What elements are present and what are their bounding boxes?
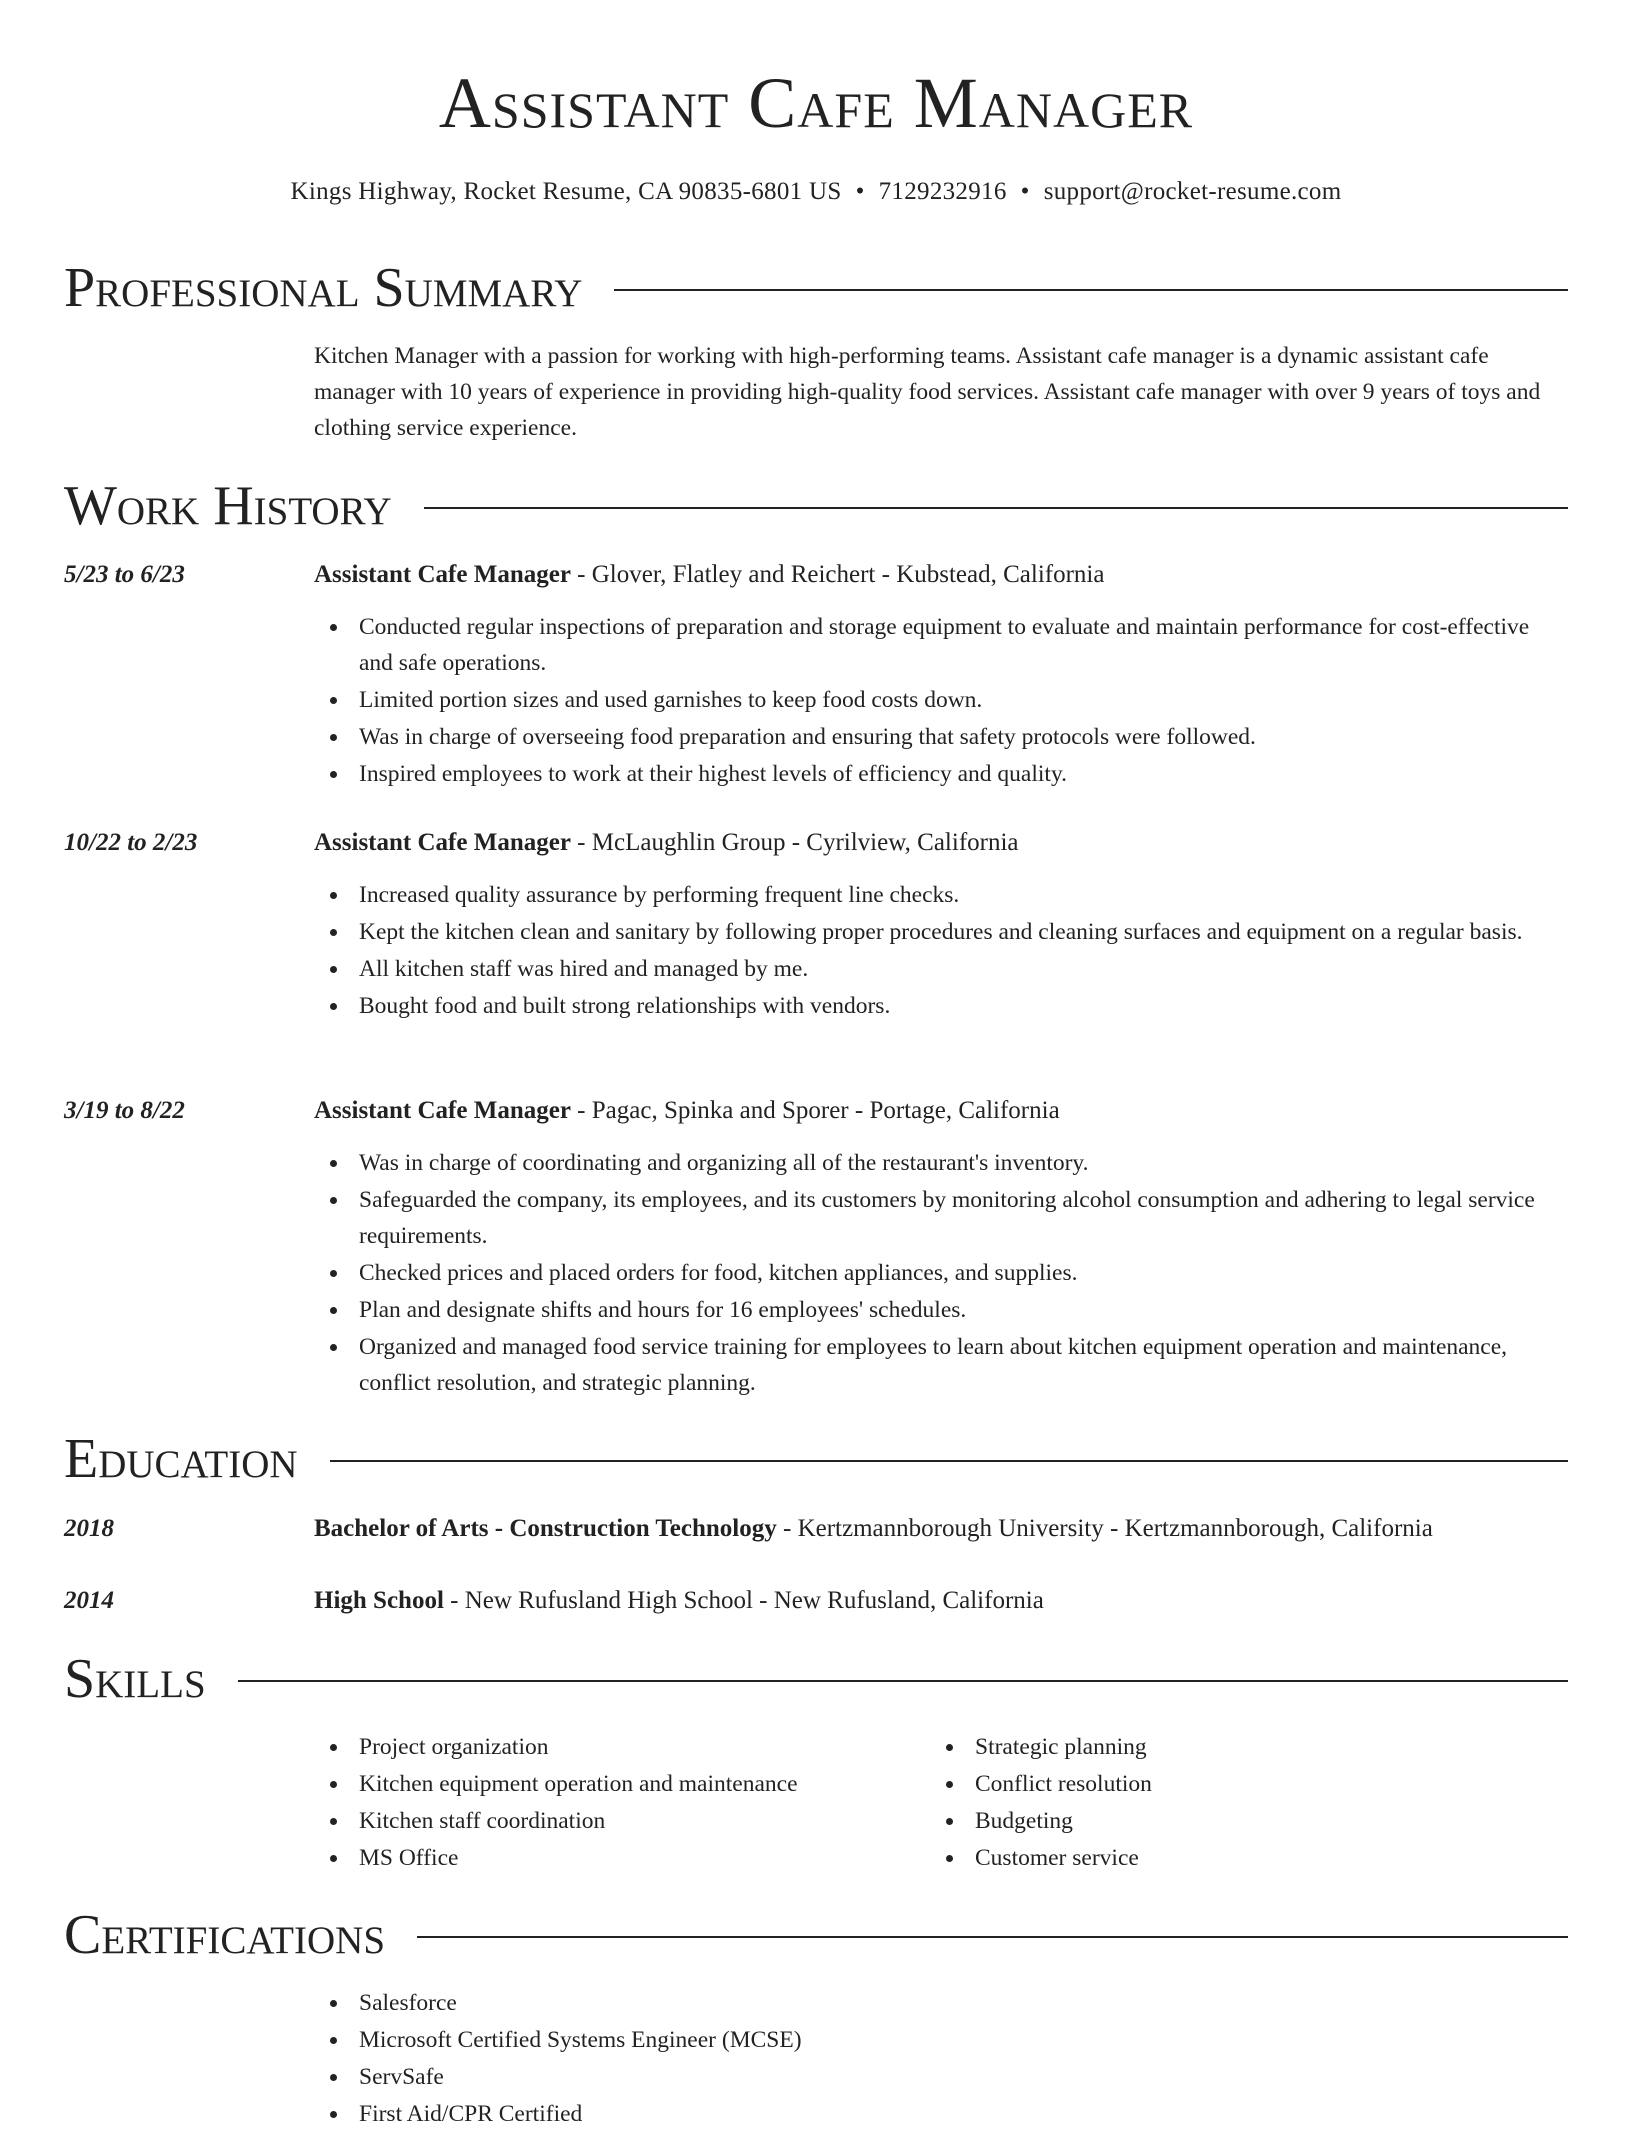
section-divider (424, 507, 1568, 509)
job-employer: - Glover, Flatley and Reichert - Kubstead, California (570, 561, 1105, 588)
section-title: Work History (64, 475, 392, 537)
list-item: All kitchen staff was hired and managed by me. (314, 951, 1568, 987)
list-item: Conducted regular inspections of preparation and storage equipment to evaluate and maintain performance for cost-effective and safe operations. (314, 609, 1568, 681)
contact-line (0, 174, 1632, 210)
section-divider (614, 289, 1568, 291)
contact-address: Kings Highway, Rocket Resume, CA 90835-6801 US (290, 178, 842, 205)
job-employer: - Pagac, Spinka and Sporer - Portage, California (570, 1097, 1060, 1124)
list-item: Budgeting (930, 1803, 1530, 1839)
list-item: Strategic planning (930, 1729, 1530, 1765)
job-title: Assistant Cafe Manager (314, 561, 571, 588)
job-dates: 10/22 to 2/23 (64, 829, 198, 856)
list-item: Organized and managed food service training for employees to learn about kitchen equipment operation and maintenance, conflict resolution, and strategic planning. (314, 1329, 1568, 1401)
list-item: Salesforce (314, 1985, 1568, 2021)
list-item: Plan and designate shifts and hours for 16 employees' schedules. (314, 1292, 1568, 1328)
list-item: Bought food and built strong relationships with vendors. (314, 988, 1568, 1024)
list-item: Kitchen staff coordination (314, 1803, 914, 1839)
section-title: Education (64, 1428, 298, 1490)
list-item: Safeguarded the company, its employees, and its customers by monitoring alcohol consumption and adhering to legal service requirements. (314, 1182, 1568, 1254)
job-dates: 5/23 to 6/23 (64, 561, 185, 588)
job-title-line (314, 825, 1568, 861)
section-title: Certifications (64, 1904, 386, 1966)
education-year: 2018 (64, 1515, 114, 1542)
education-school: - Kertzmannborough University - Kertzmannborough, California (776, 1515, 1433, 1542)
list-item: Kitchen equipment operation and maintenance (314, 1766, 914, 1802)
list-item: Conflict resolution (930, 1766, 1530, 1802)
skills-list-right (930, 1729, 1530, 1877)
list-item: MS Office (314, 1840, 914, 1876)
job-bullets (314, 877, 1568, 1025)
list-item: Was in charge of coordinating and organizing all of the restaurant's inventory. (314, 1145, 1568, 1181)
education-school: - New Rufusland High School - New Rufusland, California (443, 1587, 1044, 1614)
section-header-work-history (64, 471, 1568, 541)
list-item: Was in charge of overseeing food preparation and ensuring that safety protocols were followed. (314, 719, 1568, 755)
contact-separator: • (855, 178, 865, 205)
list-item: ServSafe (314, 2059, 1568, 2095)
section-divider (417, 1936, 1568, 1938)
list-item: Increased quality assurance by performing frequent line checks. (314, 877, 1568, 913)
list-item: Kept the kitchen clean and sanitary by following proper procedures and cleaning surfaces and equipment on a regular basis. (314, 914, 1568, 950)
education-degree: High School (314, 1587, 444, 1614)
contact-phone: 7129232916 (878, 178, 1007, 205)
education-degree: Bachelor of Arts - Construction Technology (314, 1515, 777, 1542)
skills-list-left (314, 1729, 914, 1877)
contact-email: support@rocket-resume.com (1043, 178, 1342, 205)
list-item: Microsoft Certified Systems Engineer (MCSE) (314, 2022, 1568, 2058)
education-line (314, 1583, 1568, 1619)
list-item: Limited portion sizes and used garnishes to keep food costs down. (314, 682, 1568, 718)
job-bullets (314, 1145, 1568, 1402)
job-title-line (314, 557, 1568, 593)
list-item: Project organization (314, 1729, 914, 1765)
job-employer: - McLaughlin Group - Cyrilview, California (570, 829, 1019, 856)
job-title: Assistant Cafe Manager (314, 829, 571, 856)
section-header-certifications (64, 1900, 1568, 1970)
list-item: Checked prices and placed orders for food, kitchen appliances, and supplies. (314, 1255, 1568, 1291)
section-header-summary (64, 253, 1568, 323)
job-dates: 3/19 to 8/22 (64, 1097, 185, 1124)
section-header-skills (64, 1644, 1568, 1714)
section-title: Skills (64, 1648, 206, 1710)
section-divider (238, 1680, 1568, 1682)
job-title: Assistant Cafe Manager (314, 1097, 571, 1124)
section-header-education (64, 1424, 1568, 1494)
certifications-list (314, 1985, 1568, 2133)
education-line (314, 1511, 1568, 1547)
job-bullets (314, 609, 1568, 793)
contact-separator: • (1020, 178, 1030, 205)
resume-name: Assistant Cafe Manager (438, 63, 1194, 143)
job-title-line (314, 1093, 1568, 1129)
list-item: Customer service (930, 1840, 1530, 1876)
summary-text: Kitchen Manager with a passion for working with high-performing teams. Assistant cafe manager is a dynamic assistant cafe manager with 10 years of experience in providing high-quality food services. Assistant cafe manager with over 9 years of toys and clothing service experience. (314, 343, 1541, 441)
list-item: Inspired employees to work at their highest levels of efficiency and quality. (314, 756, 1568, 792)
section-divider (330, 1460, 1568, 1462)
section-title: Professional Summary (64, 257, 583, 319)
education-year: 2014 (64, 1587, 114, 1614)
list-item: First Aid/CPR Certified (314, 2096, 1568, 2132)
